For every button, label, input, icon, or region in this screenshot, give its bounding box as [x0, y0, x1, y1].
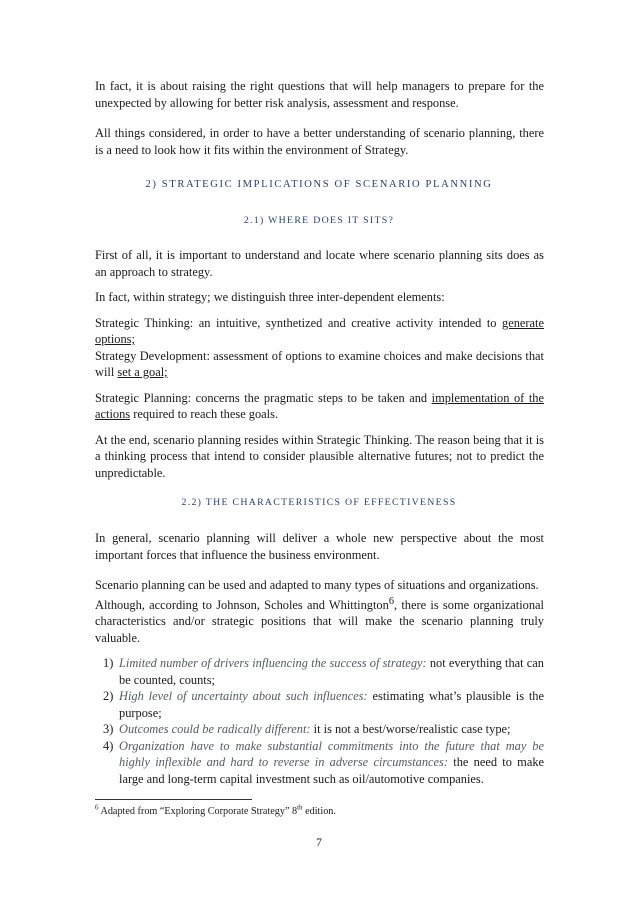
list-item-italic: Organization have to make substantial commitments into the future that may be highly inflexible and hard to reverse in adverse circumstances: [119, 738, 544, 770]
planning-text-end: required to reach these goals. [130, 407, 279, 421]
footnote-marker: 6 [95, 803, 99, 812]
subsection-2-2-body [95, 530, 544, 787]
list-item-italic: Outcomes could be radically different: [119, 722, 311, 737]
list-item-italic: Limited number of drivers influencing the success of strategy: [119, 656, 427, 671]
list-number: 2) [103, 689, 114, 704]
footnote [95, 803, 336, 818]
list-number: 3) [103, 722, 114, 737]
strategy-development-definition [95, 348, 544, 381]
list-number: 4) [103, 738, 114, 753]
characteristics-list [95, 655, 544, 787]
list-item-text: estimating what’s plausible is the purpose; [119, 689, 544, 720]
list-item-text: not everything that can be counted, counts; [119, 656, 544, 687]
paragraph-perspective: In general, scenario planning will deliver a whole new perspective about the most important forces that influence the business environment. [95, 531, 544, 562]
intro-paragraph-1: In fact, it is about raising the right questions that will help managers to prepare for the unexpected by allowing for better risk analysis, assessment and response. [95, 79, 544, 110]
planning-text: Strategic Planning: concerns the pragmatic steps to be taken and [95, 390, 432, 405]
paragraph-locate: First of all, it is important to understand and locate where scenario planning sits does as an approach to strategy. [95, 248, 544, 279]
subsection-heading-2-1: 2.1) WHERE DOES IT SITS? [243, 215, 395, 226]
footnote-reference: 6 [388, 595, 394, 607]
list-item [95, 721, 544, 738]
list-item-italic: High level of uncertainty about such influences: [119, 689, 368, 704]
list-item [95, 688, 544, 721]
intro-paragraph-2: All things considered, in order to have a better understanding of scenario planning, there is a need to look how it fits within the environment of Strategy. [95, 126, 544, 157]
thinking-text: Strategic Thinking: an intuitive, synthetized and creative activity intended to [95, 315, 503, 330]
subsection-heading-2-2: 2.2) THE CHARACTERISTICS OF EFFECTIVENESS [181, 497, 457, 508]
footnote-text-end: edition. [302, 806, 336, 817]
list-item-text: it is not a best/worse/realistic case type; [310, 722, 511, 737]
development-underlined: set a goal; [117, 365, 168, 379]
planning-underlined: implementation of the actions [95, 390, 544, 421]
footnote-text: Adapted from “Exploring Corporate Strategy” 8 [100, 806, 298, 817]
list-number: 1) [103, 656, 114, 671]
paragraph-usage: Scenario planning can be used and adapted to many types of situations and organizations. [95, 578, 539, 592]
intro-section [95, 78, 544, 158]
page-number: 7 [316, 837, 322, 849]
characteristics-text: Although, according to Johnson, Scholes and Whittington [95, 597, 389, 612]
development-text: Strategy Development: assessment of options to examine choices and make decisions that will [95, 348, 544, 379]
strategic-planning-definition [95, 390, 544, 423]
paragraph-characteristics [95, 594, 544, 647]
strategic-thinking-definition [95, 315, 544, 348]
section-heading: 2) STRATEGIC IMPLICATIONS OF SCENARIO PLANNING [145, 179, 493, 190]
subsection-2-1-body [95, 247, 544, 481]
characteristics-text-end: , there is some organizational characteristics and/or strategic positions that will make the scenario planning truly valuable. [95, 597, 544, 645]
footnote-divider [95, 799, 252, 800]
list-item [95, 655, 544, 688]
thinking-underlined: generate options; [95, 315, 544, 346]
list-item [95, 738, 544, 788]
paragraph-elements: In fact, within strategy; we distinguish three inter-dependent elements: [95, 290, 445, 304]
list-item-text: the need to make large and long-term capital investment such as oil/automotive companies. [119, 755, 545, 786]
footnote-superscript: th [297, 803, 303, 812]
paragraph-conclusion: At the end, scenario planning resides within Strategic Thinking. The reason being that it is a thinking process that intend to consider plausible alternative futures; not to predict the unpredictable. [95, 432, 544, 480]
